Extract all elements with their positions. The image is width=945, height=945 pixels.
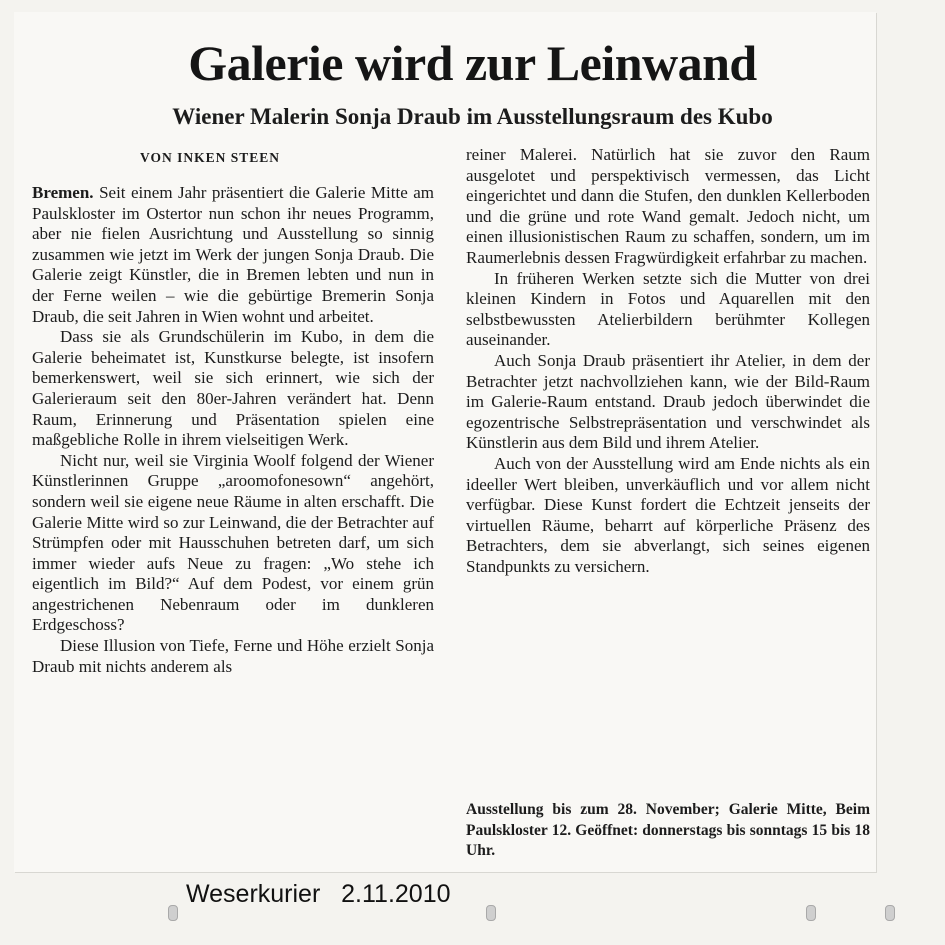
article-dateline: Bremen.: [32, 183, 94, 202]
article-paragraph: Dass sie als Grundschülerin im Kubo, in dem die Galerie beheimatet ist, Kunstkurse belegte, ist insofern bemerkenswert, weil sie sich erinnert, wie sich der Galerieraum seit den 80er-Jahren verändert hat. Denn Raum, Erinnerung und Präsentation spielen eine maßgebliche Rolle in ihrem vielseitigen Werk.: [32, 327, 434, 450]
article-subheadline: Wiener Malerin Sonja Draub im Ausstellungsraum des Kubo: [172, 104, 773, 129]
article-paragraph: In früheren Werken setzte sich die Mutter von drei kleinen Kindern in Fotos und Aquarellen mit den selbstbewussten Atelierbildern berühmter Kollegen auseinander.: [466, 268, 870, 350]
staple-mark-icon: [885, 905, 895, 921]
article-headline: Galerie wird zur Leinwand: [188, 35, 757, 91]
article-paragraph: Auch Sonja Draub präsentiert ihr Atelier, in dem der Betrachter jetzt nachvollziehen kann, wie der Bild-Raum im Galerie-Raum entstand. Draub jedoch überwindet die egozentrische Selbstrepräsentation und verschwindet als Künstlerin aus dem Bild und ihrem Atelier.: [466, 350, 870, 453]
article-paragraph: Nicht nur, weil sie Virginia Woolf folgend der Wiener Künstlerinnen Gruppe „aroomofonesown“ angehört, sondern weil sie eigene neue Räume in alten erschafft. Die Galerie Mitte wird so zur Leinwand, die der Betrachter auf Strümpfen oder mit Hausschuhen betreten darf, um sich immer wieder aufs Neue zu fragen: „Wo stehe ich eigentlich im Bild?“ Auf dem Podest, vor einem grün angestrichenen Nebenraum oder im dunkleren Erdgeschoss?: [32, 450, 434, 635]
article-paragraph: [32, 183, 434, 327]
staple-mark-icon: [806, 905, 816, 921]
staple-mark-icon: [486, 905, 496, 921]
article-paragraph: Auch von der Ausstellung wird am Ende nichts als ein ideeller Wert bleiben, unverkäuflich und vor allem nicht verfügbar. Diese Kunst fordert die Echtzeit jenseits der virtuellen Räume, beharrt auf körperliche Präsenz des Betrachters, dem sie abverlangt, sich seines eigenen Standpunkts zu versichern.: [466, 453, 870, 576]
exhibition-info: Ausstellung bis zum 28. November; Galerie Mitte, Beim Paulskloster 12. Geöffnet: donnerstags bis sonntags 15 bis 18 Uhr.: [466, 801, 870, 859]
source-date: 2.11.2010: [341, 880, 451, 908]
article-column-left: [32, 183, 434, 677]
source-name: Weserkurier: [186, 880, 321, 908]
article-column-right: [466, 145, 870, 577]
article-byline: VON INKEN STEEN: [140, 150, 281, 165]
article-paragraph: Diese Illusion von Tiefe, Ferne und Höhe erzielt Sonja Draub mit nichts anderem als: [32, 636, 434, 676]
article-paragraph: reiner Malerei. Natürlich hat sie zuvor den Raum ausgelotet und perspektivisch vermessen, das Licht eingerichtet und dann die Stufen, den dunklen Kellerboden und die grüne und rote Wand gemalt. Jedoch nicht, um einen illusionistischen Raum zu schaffen, sondern, um im Raumerlebnis dessen Fragwürdigkeit erfahrbar zu machen.: [466, 145, 870, 267]
article-paragraph-text: Seit einem Jahr präsentiert die Galerie Mitte am Paulskloster im Ostertor nun schon ihr neues Programm, aber nie fielen Ausrichtung und Ausstellung so sinnig zusammen wie jetzt im Werk der jungen Sonja Draub. Die Galerie zeigt Künstler, die in Bremen lebten und nun in der Ferne weilen – wie die gebürtige Bremerin Sonja Draub, die seit Jahren in Wien wohnt und arbeitet.: [32, 183, 435, 326]
source-caption: [186, 880, 451, 909]
staple-mark-icon: [168, 905, 178, 921]
